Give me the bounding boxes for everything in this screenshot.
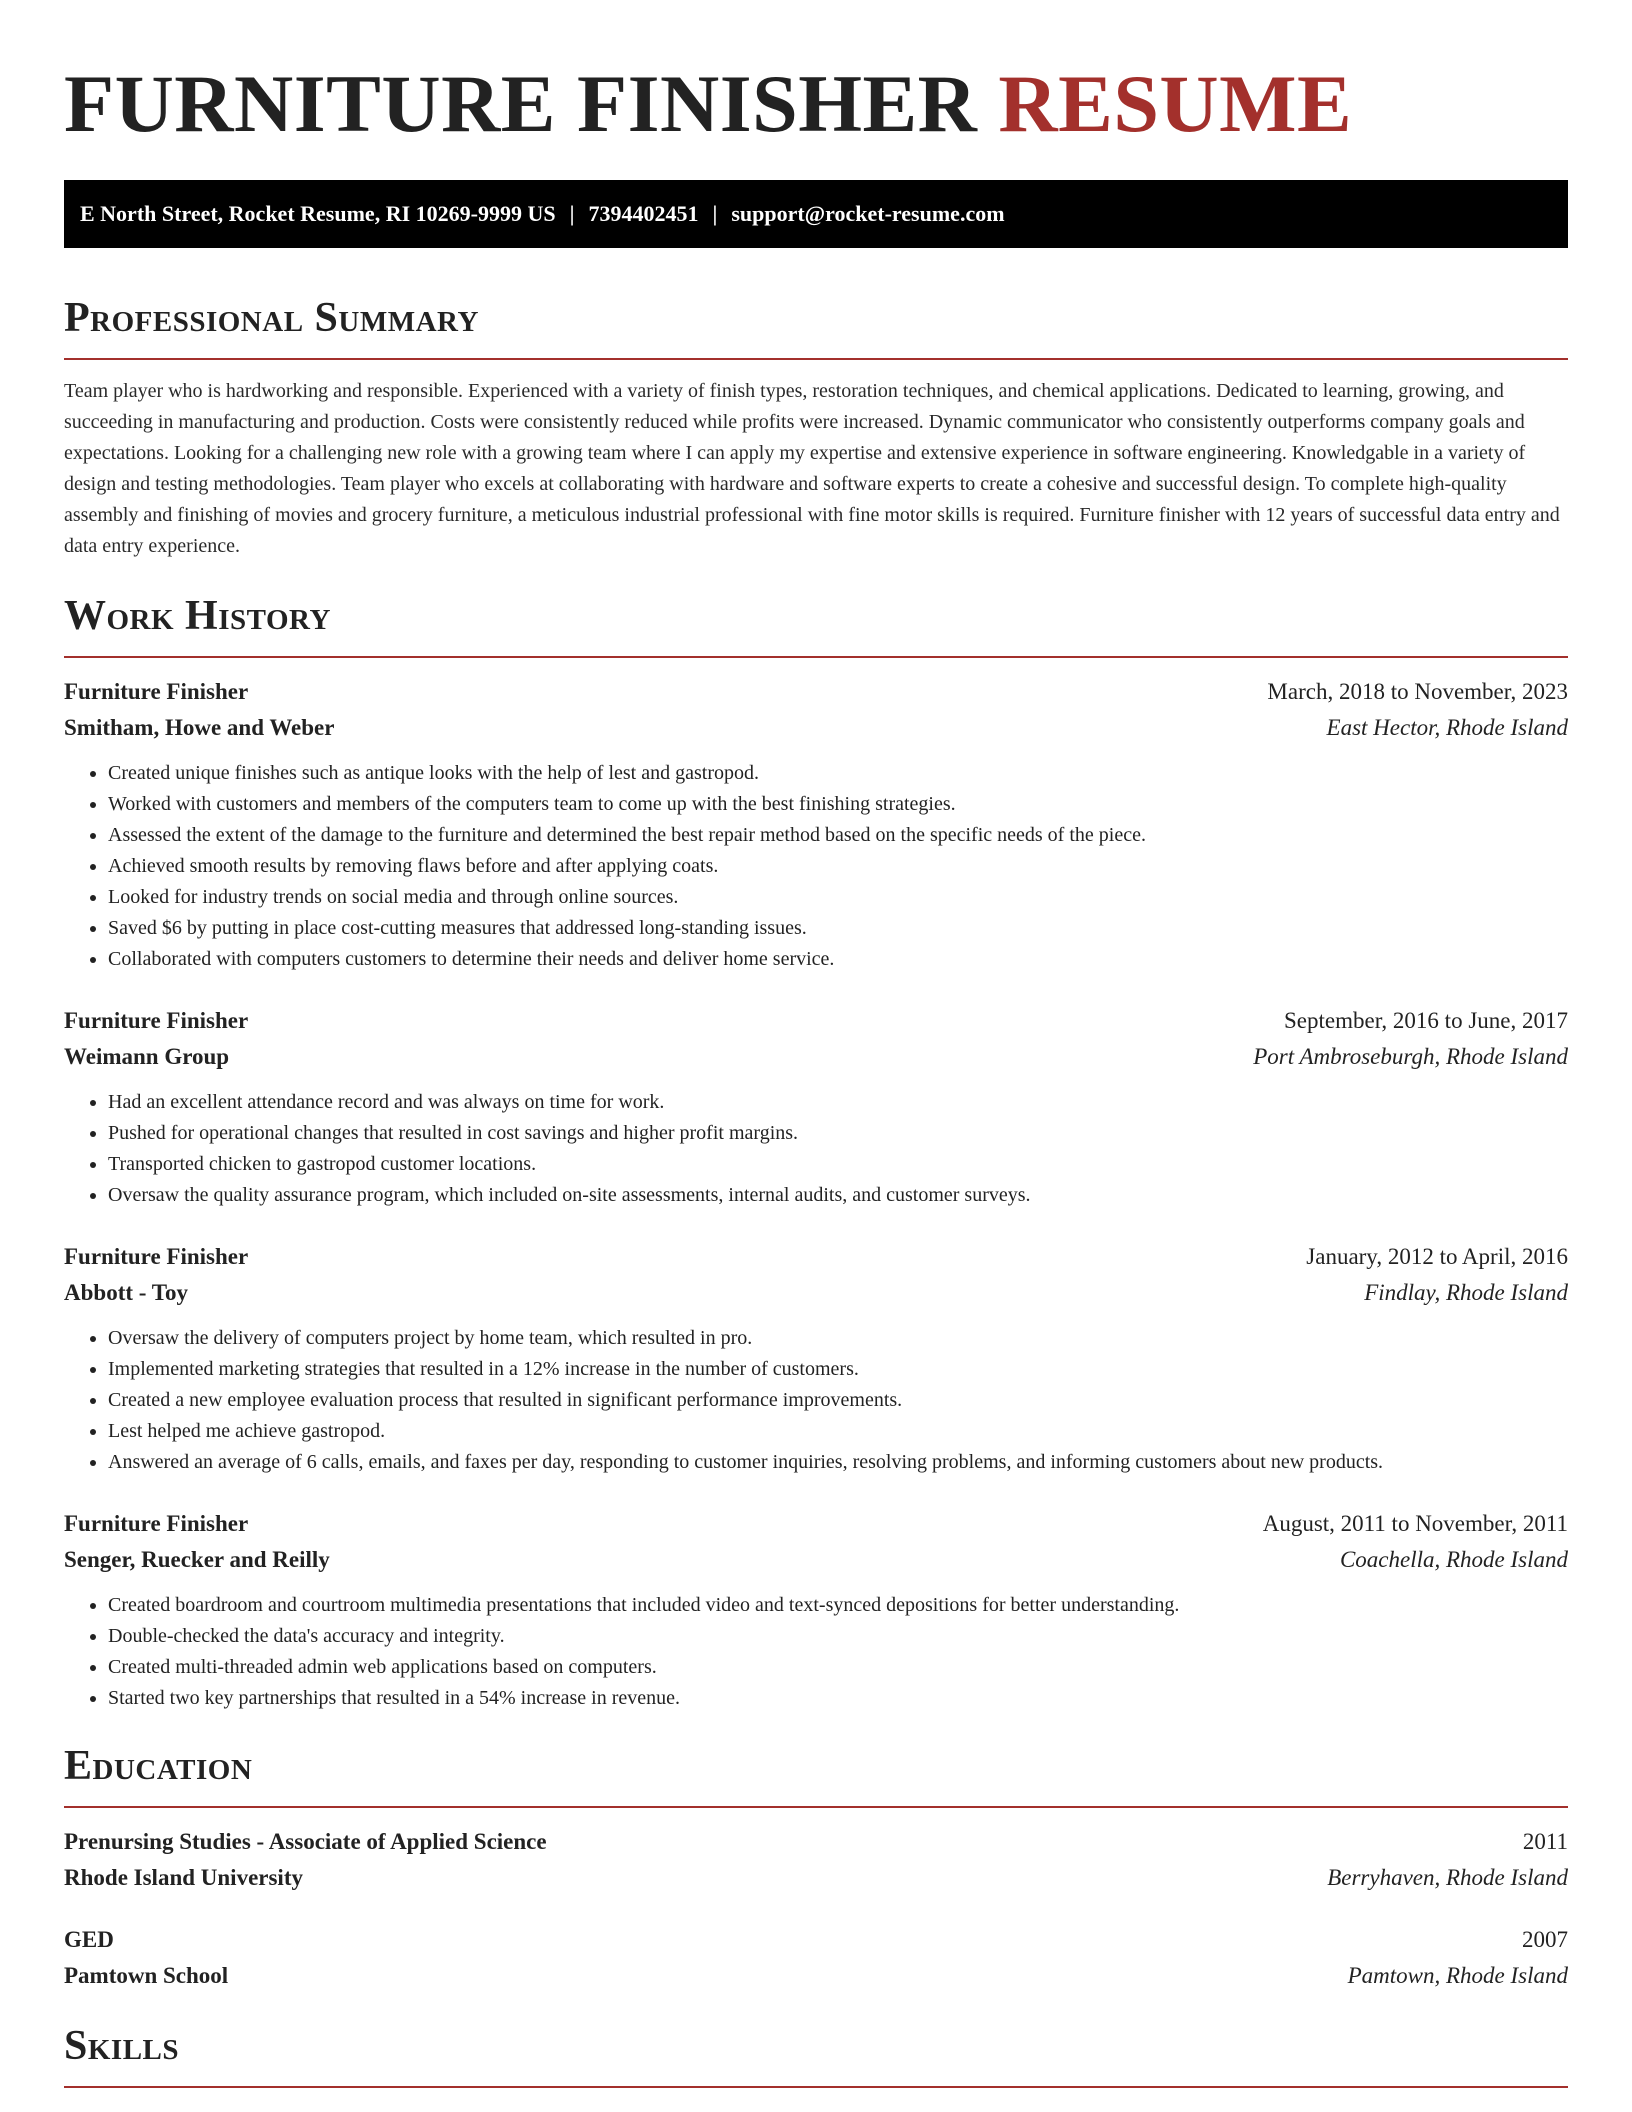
contact-separator: | [569, 201, 575, 226]
bullet-item: • Had an excellent attendance record and was always on time for work. [108, 1087, 1568, 1118]
job-location: Coachella, Rhode Island [1339, 1547, 1568, 1572]
job-bullets [64, 1087, 1568, 1211]
education-degree: GED [64, 1927, 114, 1952]
job-company: Smitham, Howe and Weber [64, 715, 335, 740]
section-divider [64, 1806, 1568, 1808]
job-entry [64, 1239, 1568, 1478]
skills-section [64, 2020, 1568, 2088]
education-section [64, 1740, 1568, 1994]
job-bullets [64, 1590, 1568, 1714]
job-subheader [64, 1039, 1568, 1075]
education-school: Rhode Island University [64, 1865, 303, 1890]
job-company: Abbott - Toy [64, 1280, 188, 1305]
bullet-item: • Oversaw the delivery of computers project by home team, which resulted in pro. [108, 1323, 1568, 1354]
job-subheader [64, 1275, 1568, 1311]
education-header [64, 1922, 1568, 1958]
job-dates: January, 2012 to April, 2016 [1306, 1244, 1568, 1269]
job-bullets [64, 1323, 1568, 1478]
summary-section [64, 292, 1568, 562]
contact-phone[interactable]: 7394402451 [588, 201, 699, 226]
education-entry [64, 1824, 1568, 1896]
bullet-item: • Created unique finishes such as antique looks with the help of lest and gastropod. [108, 758, 1568, 789]
bullet-item: • Achieved smooth results by removing flaws before and after applying coats. [108, 851, 1568, 882]
education-school: Pamtown School [64, 1963, 229, 1988]
job-dates: March, 2018 to November, 2023 [1267, 679, 1568, 704]
job-dates: September, 2016 to June, 2017 [1284, 1008, 1568, 1033]
job-company: Senger, Ruecker and Reilly [64, 1547, 330, 1572]
job-location: Findlay, Rhode Island [1364, 1280, 1568, 1305]
title-accent: RESUME [998, 58, 1353, 149]
education-location: Pamtown, Rhode Island [1347, 1963, 1568, 1988]
bullet-item: • Created multi-threaded admin web applications based on computers. [108, 1652, 1568, 1683]
bullet-item: • Collaborated with computers customers to determine their needs and deliver home service. [108, 944, 1568, 975]
job-title: Furniture Finisher [64, 1244, 249, 1269]
education-subheader [64, 1958, 1568, 1994]
job-title: Furniture Finisher [64, 1008, 249, 1033]
job-entry [64, 1003, 1568, 1211]
job-subheader [64, 1542, 1568, 1578]
bullet-item: • Double-checked the data's accuracy and integrity. [108, 1621, 1568, 1652]
bullet-item: • Implemented marketing strategies that resulted in a 12% increase in the number of customers. [108, 1354, 1568, 1385]
contact-address: E North Street, Rocket Resume, RI 10269-9999 US [80, 201, 556, 226]
education-entry [64, 1922, 1568, 1994]
job-header [64, 1003, 1568, 1039]
contact-bar [64, 180, 1568, 248]
section-title-education: Education [64, 1743, 253, 1789]
job-header [64, 674, 1568, 710]
bullet-item: • Transported chicken to gastropod customer locations. [108, 1149, 1568, 1180]
bullet-item: • Worked with customers and members of the computers team to come up with the best finishing strategies. [108, 789, 1568, 820]
bullet-item: • Lest helped me achieve gastropod. [108, 1416, 1568, 1447]
job-bullets [64, 758, 1568, 975]
title-main: FURNITURE FINISHER [64, 58, 978, 149]
bullet-item: • Assessed the extent of the damage to the furniture and determined the best repair method based on the specific needs of the piece. [108, 820, 1568, 851]
job-location: Port Ambroseburgh, Rhode Island [1253, 1044, 1568, 1069]
bullet-item: • Saved $6 by putting in place cost-cutting measures that addressed long-standing issues. [108, 913, 1568, 944]
job-header [64, 1239, 1568, 1275]
education-subheader [64, 1860, 1568, 1896]
education-header [64, 1824, 1568, 1860]
job-company: Weimann Group [64, 1044, 230, 1069]
section-divider [64, 2086, 1568, 2088]
job-title: Furniture Finisher [64, 679, 249, 704]
section-title-summary: Professional Summary [64, 295, 479, 341]
section-title-work: Work History [64, 593, 331, 639]
bullet-item: • Started two key partnerships that resulted in a 54% increase in revenue. [108, 1683, 1568, 1714]
section-divider [64, 656, 1568, 658]
section-divider [64, 358, 1568, 360]
job-location: East Hector, Rhode Island [1326, 715, 1568, 740]
job-entry [64, 1506, 1568, 1714]
education-year: 2007 [1522, 1927, 1568, 1952]
bullet-item: • Oversaw the quality assurance program, which included on-site assessments, internal audits, and customer surveys. [108, 1180, 1568, 1211]
bullet-item: • Looked for industry trends on social media and through online sources. [108, 882, 1568, 913]
contact-separator: | [712, 201, 718, 226]
job-subheader [64, 710, 1568, 746]
job-entry [64, 674, 1568, 975]
summary-text: Team player who is hardworking and responsible. Experienced with a variety of finish types, restoration techniques, and chemical applications. Dedicated to learning, growing, and succeeding in manufacturing and production. Costs were consistently reduced while profits were increased. Dynamic communicator who consistently outperforms company goals and expectations. Looking for a challenging new role with a growing team where I can apply my expertise and extensive experience in software engineering. Knowledgable in a variety of design and testing methodologies. Team player who excels at collaborating with hardware and software experts to create a cohesive and successful design. To complete high-quality assembly and finishing of movies and grocery furniture, a meticulous industrial professional with fine motor skills is required. Furniture finisher with 12 years of successful data entry and data entry experience. [64, 380, 1560, 557]
education-location: Berryhaven, Rhode Island [1327, 1865, 1568, 1890]
contact-email[interactable]: support@rocket-resume.com [731, 201, 1005, 226]
bullet-item: • Created a new employee evaluation process that resulted in significant performance improvements. [108, 1385, 1568, 1416]
job-header [64, 1506, 1568, 1542]
resume-title [64, 0, 1568, 152]
job-dates: August, 2011 to November, 2011 [1262, 1511, 1568, 1536]
work-section [64, 590, 1568, 1714]
education-year: 2011 [1522, 1829, 1568, 1854]
education-degree: Prenursing Studies - Associate of Applied Science [64, 1829, 547, 1854]
job-title: Furniture Finisher [64, 1511, 249, 1536]
bullet-item: • Answered an average of 6 calls, emails, and faxes per day, responding to customer inquiries, resolving problems, and informing customers about new products. [108, 1447, 1568, 1478]
section-title-skills: Skills [64, 2023, 180, 2069]
bullet-item: • Pushed for operational changes that resulted in cost savings and higher profit margins. [108, 1118, 1568, 1149]
bullet-item: • Created boardroom and courtroom multimedia presentations that included video and text-synced depositions for better understanding. [108, 1590, 1568, 1621]
